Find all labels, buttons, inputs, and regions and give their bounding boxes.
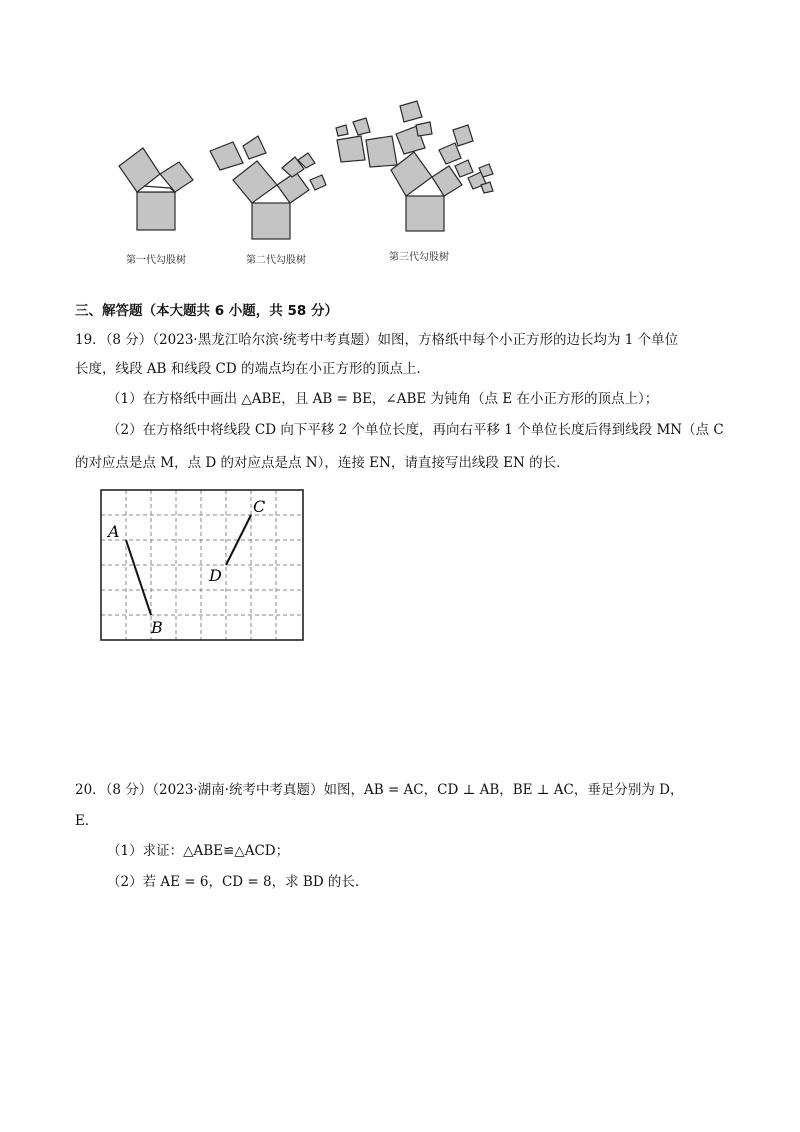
caption-gen2: 第二代勾股树: [246, 255, 306, 266]
tree-gen2: [210, 136, 326, 239]
q19-line1: 19．（8 分）（2023·黑龙江哈尔滨·统考中考真题）如图，方格纸中每个小正方形的边长均为 1 个单位: [75, 332, 679, 348]
pythagoras-tree-figures: [0, 0, 800, 240]
section-heading: 三、解答题（本大题共 6 小题，共 58 分）: [75, 303, 338, 319]
q19-part1: （1）在方格纸中画出 △ABE，且 AB = BE，∠ABE 为钝角（点 E 在小正方形的顶点上）；: [107, 391, 659, 407]
q19-part2a: （2）在方格纸中将线段 CD 向下平移 2 个单位长度，再向右平移 1 个单位长度后得到线段 MN（点 C: [107, 422, 724, 438]
tree-gen3: [336, 101, 493, 231]
q20-part2: （2）若 AE = 6，CD = 8，求 BD 的长．: [107, 874, 369, 890]
q20-line1: 20．（8 分）（2023·湖南·统考中考真题）如图，AB = AC，CD ⊥ AB，BE ⊥ AC，垂足分别为 D，: [75, 782, 684, 798]
label-c: C: [253, 497, 266, 516]
grid-figure: [95, 485, 310, 650]
label-a: A: [108, 522, 120, 541]
q20-line2: E．: [75, 813, 99, 829]
label-b: B: [151, 618, 163, 637]
caption-gen1: 第一代勾股树: [126, 255, 186, 266]
segment-ab: [126, 540, 151, 615]
tree-gen1: [119, 148, 193, 230]
q19-line2: 长度，线段 AB 和线段 CD 的端点均在小正方形的顶点上．: [75, 361, 430, 377]
q19-part2b: 的对应点是点 M，点 D 的对应点是点 N），连接 EN，请直接写出线段 EN 的长．: [75, 455, 570, 471]
caption-gen3: 第三代勾股树: [389, 252, 449, 263]
label-d: D: [209, 566, 222, 585]
q20-part1: （1）求证：△ABE≌△ACD；: [107, 843, 290, 859]
